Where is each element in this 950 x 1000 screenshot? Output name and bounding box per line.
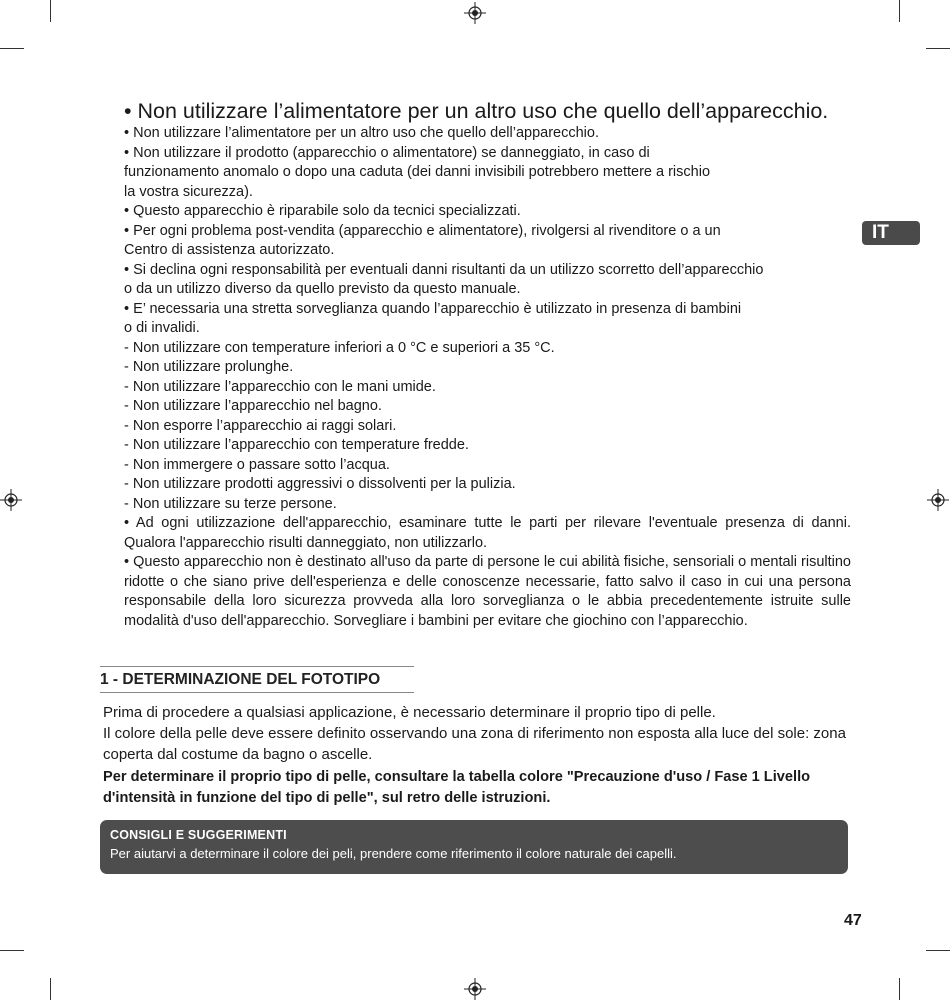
- tips-title: CONSIGLI E SUGGERIMENTI: [110, 828, 287, 842]
- text-line: - Non utilizzare l’apparecchio con le mani umide.: [124, 378, 436, 395]
- registration-mark-icon: [0, 489, 22, 511]
- text-line: - Non utilizzare prodotti aggressivi o dissolventi per la pulizia.: [124, 476, 516, 492]
- page-heading: • Non utilizzare l’alimentatore per un altro uso che quello dell’apparecchio.: [124, 99, 829, 123]
- text-line: • Non utilizzare l’alimentatore per un altro uso che quello dell’apparecchio.: [124, 125, 599, 141]
- page-number: 47: [844, 912, 862, 929]
- tips-box: [100, 820, 848, 874]
- text-paragraph: • Questo apparecchio non è destinato all'uso da parte di persone le cui abilità fisiche, sensoriali o mentali risultino ridotte o che siano prive dell'esperienza e delle conoscenze necessarie, fatto salvo il caso in cui una persona responsabile della loro sicurezza provveda alla loro sorveglianza o le abbia precedentemente istruite sulle modalità d'uso dell'apparecchio. Sorvegliare i bambini per evitare che giochino con l’apparecchio.: [124, 554, 851, 629]
- crop-mark: [0, 48, 24, 49]
- crop-mark: [926, 950, 950, 951]
- crop-mark: [50, 978, 51, 1000]
- crop-mark: [899, 0, 900, 22]
- text-paragraph: • Ad ogni utilizzazione dell'apparecchio, esaminare tutte le parti per rilevare l'eventuale presenza di danni. Qualora l'apparecchio risulti danneggiato, non utilizzarlo.: [124, 515, 851, 551]
- warnings-section: [124, 98, 851, 631]
- crop-mark: [899, 978, 900, 1000]
- bold-note: Per determinare il proprio tipo di pelle, consultare la tabella colore "Precauzione d'uso / Fase 1 Livello d'intensità in funzione del tipo di pelle", sul retro delle istruzioni.: [103, 769, 811, 806]
- section-title: 1 - DETERMINAZIONE DEL FOTOTIPO: [100, 666, 414, 693]
- text-line: - Non esporre l’apparecchio ai raggi solari.: [124, 417, 397, 434]
- text-line: funzionamento anomalo o dopo una caduta (dei danni invisibili potrebbero mettere a rischio: [124, 164, 711, 180]
- text-line: - Non utilizzare su terze persone.: [124, 495, 337, 512]
- text-paragraph: Il colore della pelle deve essere definito osservando una zona di riferimento non esposta alla luce del sole: zona coperta dal costume da bagno o ascelle.: [103, 725, 846, 763]
- text-line: - Non utilizzare con temperature inferiori a 0 °C e superiori a 35 °C.: [124, 339, 555, 356]
- registration-mark-icon: [464, 2, 486, 24]
- crop-mark: [0, 950, 24, 951]
- text-paragraph: Prima di procedere a qualsiasi applicazione, è necessario determinare il proprio tipo di pelle.: [103, 704, 716, 721]
- text-line: - Non immergere o passare sotto l’acqua.: [124, 456, 390, 473]
- registration-mark-icon: [464, 978, 486, 1000]
- text-line: • Per ogni problema post-vendita (apparecchio e alimentatore), rivolgersi al rivenditore o a un: [124, 222, 721, 239]
- text-line: o di invalidi.: [124, 320, 200, 336]
- tips-text: Per aiutarvi a determinare il colore dei peli, prendere come riferimento il colore naturale dei capelli.: [110, 846, 677, 861]
- text-line: • Si declina ogni responsabilità per eventuali danni risultanti da un utilizzo scorretto dell’apparecchio: [124, 261, 764, 278]
- text-line: la vostra sicurezza).: [124, 183, 253, 200]
- crop-mark: [926, 48, 950, 49]
- text-line: • Questo apparecchio è riparabile solo da tecnici specializzati.: [124, 203, 521, 219]
- text-line: Centro di assistenza autorizzato.: [124, 242, 335, 258]
- text-line: - Non utilizzare l’apparecchio con temperature fredde.: [124, 437, 469, 453]
- text-line: - Non utilizzare l’apparecchio nel bagno.: [124, 398, 382, 414]
- registration-mark-icon: [927, 489, 949, 511]
- section-body: [103, 702, 848, 809]
- text-line: • Non utilizzare il prodotto (apparecchio o alimentatore) se danneggiato, in caso di: [124, 144, 650, 161]
- language-tab: IT: [862, 221, 920, 245]
- text-line: o da un utilizzo diverso da quello previsto da questo manuale.: [124, 281, 521, 297]
- text-line: • E’ necessaria una stretta sorveglianza quando l’apparecchio è utilizzato in presenza di bambini: [124, 300, 742, 317]
- crop-mark: [50, 0, 51, 22]
- text-line: - Non utilizzare prolunghe.: [124, 359, 294, 375]
